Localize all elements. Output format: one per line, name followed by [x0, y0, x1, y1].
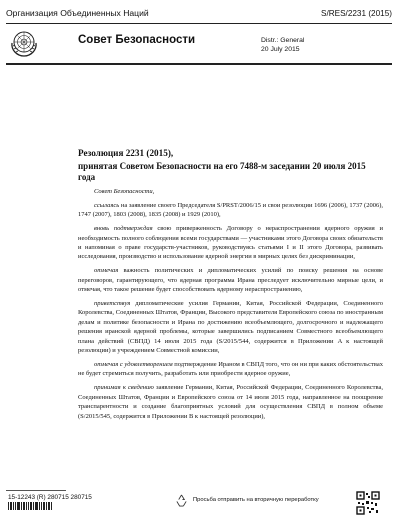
- para-text: дипломатические усилия Германии, Китая, Российской Федерации, Соединенного Королевства, Соединенных Штатов, Франции, Высокого представителя Европейского союза по иностранным делам и политике безопасности и Ирана по достижению всеобъемлющего, долгосрочного и надлежащего решения иранской ядерной проблемы, которые завершились подписанием Совместного всеобъемлющего плана действий (СВПД) 14 июля 2015 года (S/2015/544, содержится в Приложении A к настоящей резолюции) и учреждением Совместной комиссии,: [78, 300, 383, 355]
- para-lead: отмечая: [94, 267, 119, 275]
- resolution-subtitle: принятая Советом Безопасности на его 7488-м заседании 20 июля 2015 года: [78, 161, 366, 182]
- paragraph: [78, 383, 383, 421]
- resolution-heading: [78, 148, 383, 183]
- para-text: свою приверженность Договору о нераспространении ядерного оружия и необходимость полного соблюдения всеми государствами — участниками этого Договора своих обязательств и напоминая о праве государств-участников, руководствуясь статьями I и II этого Договора, развивать исследования, производство и использование ядерной энергии в мирных целях без дискриминации,: [78, 225, 384, 261]
- para-lead: принимая к сведению: [94, 384, 154, 392]
- resolution-body: [78, 187, 383, 425]
- date-line: 20 July 2015: [261, 46, 300, 53]
- para-text: подтверждение Ираном в СВПД того, что он ни при каких обстоятельствах не будет стремиться получить, разработать или приобрести ядерное оружие,: [78, 361, 383, 378]
- paragraph: [78, 299, 383, 355]
- top-header: [6, 0, 392, 18]
- paragraph: [78, 266, 383, 294]
- header-rule: [6, 23, 392, 24]
- distribution-info: [261, 36, 304, 54]
- barcode-icon: [8, 502, 54, 510]
- footer-rule: [6, 490, 66, 491]
- para-text: заявление Германии, Китая, Российской Федерации, Соединенного Королевства, Соединенных Штатов, Франции и Европейского союза от 14 июля 2015 года, направленное на поощрение транспарентности и создание благоприятных условий для осуществления СВПД в полном объеме (S/2015/545, содержится в Приложении B к настоящей резолюции),: [78, 384, 383, 420]
- resolution-title: Резолюция 2231 (2015),: [78, 148, 174, 158]
- doc-symbol: S/RES/2231 (2015): [320, 9, 392, 18]
- para-text: важность политических и дипломатических усилий по поиску решения на основе переговоров, гарантирующего, что ядерная программа Ирана преследует исключительно мирные цели, и отмечая, что такое решение будет способствовать ядерному нераспространению,: [78, 267, 383, 294]
- recycle-icon: [175, 494, 188, 507]
- paragraph: [78, 224, 383, 262]
- paragraph: [78, 201, 383, 220]
- doc-number: 15-12243 (R) 280715 280715: [8, 494, 92, 501]
- distr-line: Distr.: General: [261, 37, 305, 44]
- opening-line: [78, 187, 383, 196]
- masthead-rule: [6, 63, 392, 65]
- paragraph: [78, 360, 383, 379]
- opening-text: Совет Безопасности,: [94, 188, 155, 195]
- un-emblem-icon: [8, 27, 40, 59]
- recycle-text: Просьба отправить на вторичную переработку: [193, 497, 319, 503]
- council-name: Совет Безопасности: [78, 34, 196, 46]
- org-name: Организация Объединенных Наций: [6, 8, 149, 18]
- para-text: на заявление своего Председателя S/PRST/2006/15 и свои резолюции 1696 (2006), 1737 (2006), 1747 (2007), 1803 (2008), 1835 (2008) и 1929 (2010),: [78, 201, 383, 219]
- qr-code-icon: [356, 491, 380, 515]
- para-lead: приветствуя: [94, 300, 131, 308]
- para-lead: ссылаясь: [94, 201, 120, 209]
- para-lead: вновь подтверждая: [94, 225, 153, 233]
- para-lead: отмечая с удовлетворением: [94, 361, 173, 368]
